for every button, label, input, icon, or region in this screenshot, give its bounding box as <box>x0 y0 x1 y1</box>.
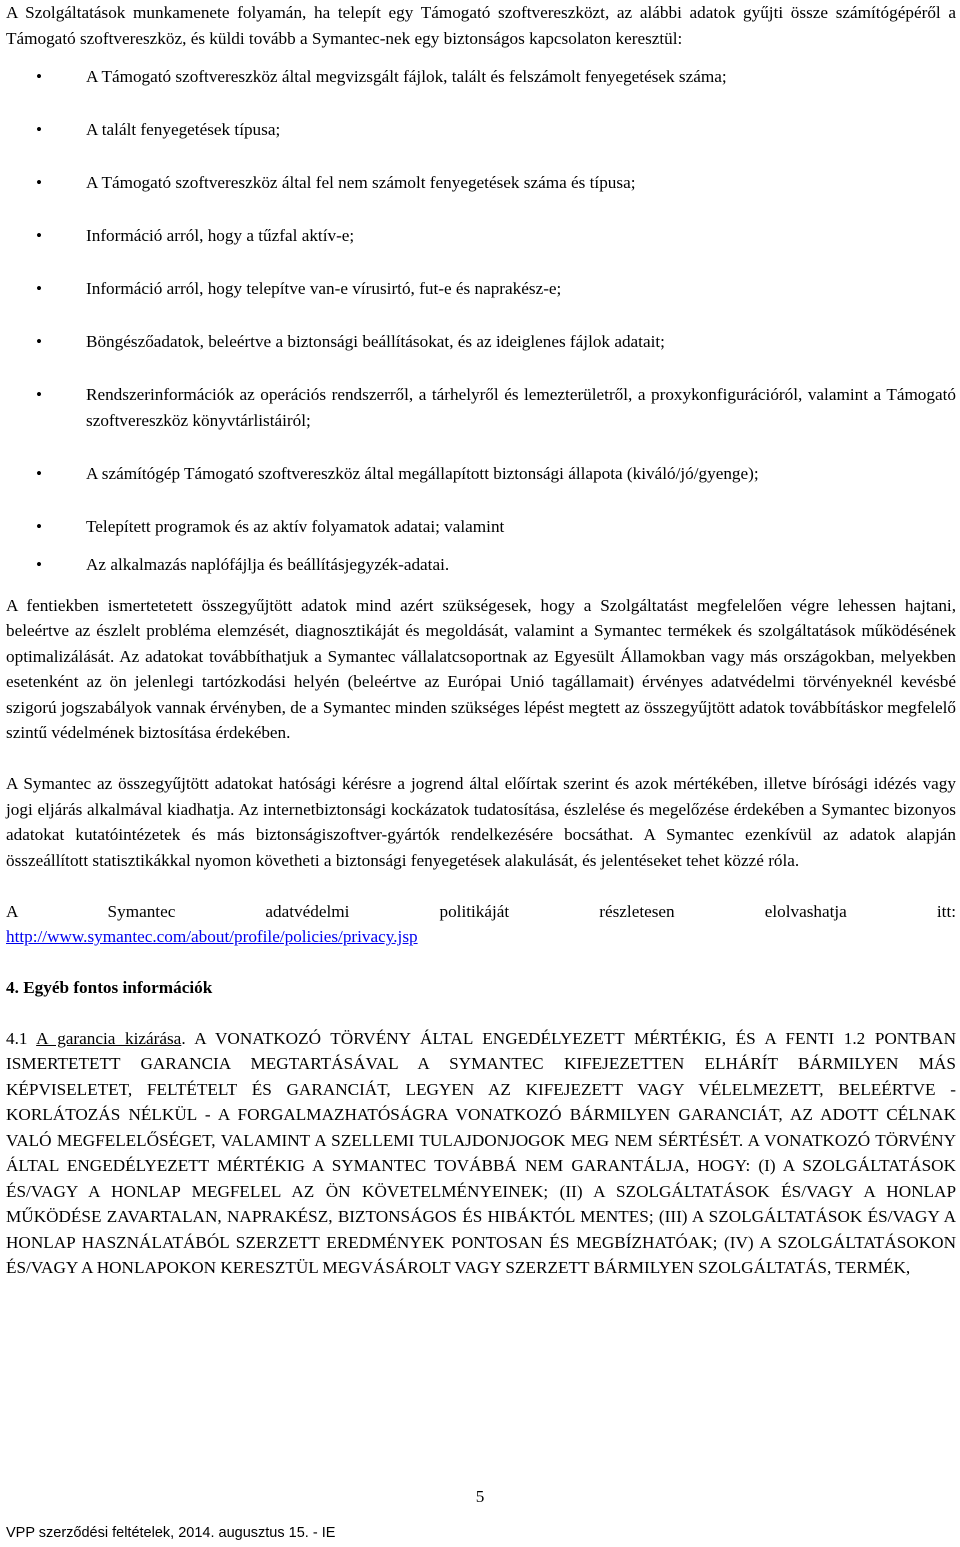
warranty-body: . A VONATKOZÓ TÖRVÉNY ÁLTAL ENGEDÉLYEZETT MÉRTÉKIG, ÉS A FENTI 1.2 PONTBAN ISMERTETETT GARANCIA MEGTARTÁSÁVAL A SYMANTEC KIFEJEZETTEN ELHÁRÍT BÁRMILYEN MÁS KÉPVISELETET, FELTÉTELT ÉS GARANCIÁT, LEGYEN AZ KIFEJEZETT VAGY VÉLELMEZETT, BELEÉRTVE - KORLÁTOZÁS NÉLKÜL - A FORGALMAZHATÓSÁGRA VONATKOZÓ BÁRMILYEN GARANCIÁT, AZ ADOTT CÉLNAK VALÓ MEGFELELŐSÉGET, VALAMINT A SZELLEMI TULAJDONJOGOK MEG NEM SÉRTÉSÉT. A VONATKOZÓ TÖRVÉNY ÁLTAL ENGEDÉLYEZETT MÉRTÉKIG A SYMANTEC TOVÁBBÁ NEM GARANTÁLJA, HOGY: (I) A SZOLGÁLTATÁSOK ÉS/VAGY A HONLAP MEGFELEL AZ ÖN KÖVETELMÉNYEINEK; (II) A SZOLGÁLTATÁSOK ÉS/VAGY A HONLAP MŰKÖDÉSE ZAVARTALAN, NAPRAKÉSZ, BIZTONSÁGOS ÉS HIBÁKTÓL MENTES; (III) A SZOLGÁLTATÁSOK ÉS/VAGY A HONLAP HASZNÁLATÁBÓL SZERZETT EREDMÉNYEK PONTOSAN ÉS MEGBÍZHATÓAK; (IV) A SZOLGÁLTATÁSOKON ÉS/VAGY A HONLAPOKON KERESZTÜL MEGVÁSÁROLT VAGY SZERZETT BÁRMILYEN SZOLGÁLTATÁS, TERMÉK, <box>6 1028 956 1277</box>
bullet-icon: • <box>36 332 43 351</box>
list-item: • A talált fenyegetések típusa; <box>6 117 956 143</box>
bullet-icon: • <box>36 385 43 404</box>
bullet-icon: • <box>36 463 43 483</box>
bullet-icon: • <box>36 67 43 86</box>
page-number: 5 <box>475 1487 485 1506</box>
list-item: • Rendszerinformációk az operációs rendszerről, a tárhelyről és lemezterületről, a proxykonfigurációról, valamint a Támogató szoftvereszköz könyvtárlistáiról; <box>6 382 956 433</box>
intro-paragraph: A Szolgáltatások munkamenete folyamán, ha telepít egy Támogató szoftvereszközt, az alábbi adatok gyűjti össze számítógépéről a Támogató szoftvereszköz, és küldi tovább a Symantec-nek egy biztonságos kapcsolaton keresztül: <box>6 3 956 48</box>
document-page <box>6 0 956 1281</box>
section-heading: 4. Egyéb fontos információk <box>6 977 213 997</box>
collected-data-list <box>6 64 956 578</box>
bullet-icon: • <box>36 226 43 245</box>
privacy-policy-line: A Symantec adatvédelmi politikáját részletesen elolvashatja itt: <box>6 901 956 921</box>
warranty-title: A garancia kizárása <box>36 1028 182 1048</box>
bullet-icon: • <box>36 120 43 139</box>
bullet-icon: • <box>36 516 43 536</box>
privacy-policy-link[interactable]: http://www.symantec.com/about/profile/policies/privacy.jsp <box>6 927 418 946</box>
list-item: • Böngészőadatok, beleértve a biztonsági beállításokat, és az ideiglenes fájlok adatait; <box>6 329 956 355</box>
list-item: • Az alkalmazás naplófájlja és beállításjegyzék-adatai. <box>6 552 956 578</box>
warranty-paragraph <box>6 1026 956 1281</box>
bullet-icon: • <box>36 173 43 192</box>
list-item: • A Támogató szoftvereszköz által fel nem számolt fenyegetések száma és típusa; <box>6 170 956 196</box>
bullet-icon: • <box>36 555 43 574</box>
list-item: • Információ arról, hogy a tűzfal aktív-e; <box>6 223 956 249</box>
list-item: • Információ arról, hogy telepítve van-e vírusirtó, fut-e és naprakész-e; <box>6 276 956 302</box>
privacy-link-line <box>6 924 956 950</box>
bullet-icon: • <box>36 279 43 298</box>
list-item: • A Támogató szoftvereszköz által megvizsgált fájlok, talált és felszámolt fenyegetések száma; <box>6 64 956 90</box>
warranty-number: 4.1 <box>6 1028 28 1048</box>
list-item: • Telepített programok és az aktív folyamatok adatai; valamint <box>6 514 956 540</box>
disclosure-paragraph: A Symantec az összegyűjtött adatokat hatósági kérésre a jogrend által előírtak szerint és azok mértékében, illetve bírósági idézés vagy jogi eljárás alkalmával kiadhatja. Az internetbiztonsági kockázatok tudatosítása, észlelése és megelőzése érdekében a Symantec bizonyos adatokat kutatóintézetek és más biztonságiszoftver-gyártók rendelkezésére bocsáthat. A Symantec ezenkívül az adatok alapján összeállított statisztikákkal nyomon követheti a biztonsági fenyegetések alakulását, és jelentéseket tehet közzé róla. <box>6 774 956 870</box>
footer-text: VPP szerződési feltételek, 2014. augusztus 15. - IE <box>6 1525 336 1541</box>
purpose-paragraph: A fentiekben ismertetetett összegyűjtött adatok mind azért szükségesek, hogy a Szolgáltatást megfelelően végre lehessen hajtani, beleértve az észlelt probléma elemzését, diagnosztikáját és megoldását, valamint a Symantec termékek és szolgáltatások működésének optimalizálását. Az adatokat továbbíthatjuk a Symantec vállalatcsoportnak az Egyesült Államokban vagy más országokban, melyekben esetenként az ön jelenlegi tartózkodási helyén (beleértve az Európai Unió tagállamait) érvényes adatvédelmi törvényeknél kevésbé szigorú jogszabályok vannak érvényben, de a Symantec minden szükséges lépést megtett az összegyűjtött adatok továbbításkor megfelelő szintű védelmének biztosítása érdekében. <box>6 595 956 742</box>
list-item: • A számítógép Támogató szoftvereszköz által megállapított biztonsági állapota (kiváló/jó/gyenge); <box>6 461 956 487</box>
